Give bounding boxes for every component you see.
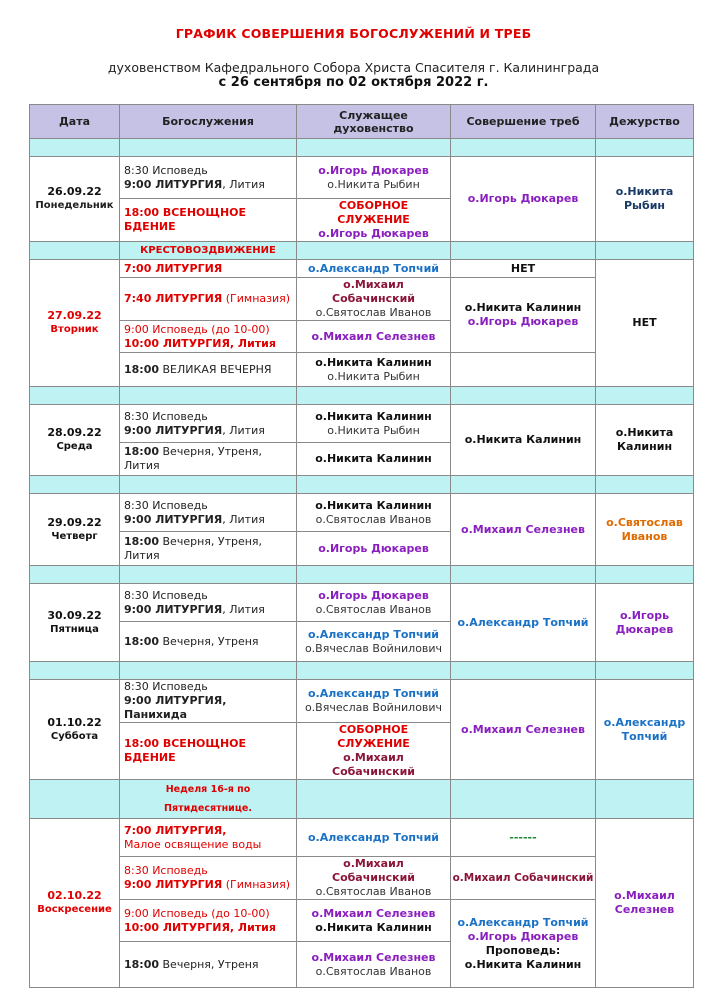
clergy-main: о.Михаил Селезнев (311, 906, 436, 920)
rites-cell (451, 900, 596, 988)
service-cell: 18:00 ВСЕНОЩНОЕ БДЕНИЕ (120, 723, 297, 780)
weekday-value: Четверг (51, 530, 98, 542)
date-value: 26.09.22 (47, 185, 102, 198)
table-row (30, 353, 694, 387)
rites-cell: о.Михаил Селезнев (451, 680, 596, 780)
clergy-note: СОБОРНОЕ СЛУЖЕНИЕ (337, 723, 410, 750)
service-time: 18:00 (124, 957, 160, 971)
duty-cell: о.Игорь Дюкарев (596, 584, 694, 662)
clergy-assist: о.Святослав Иванов (315, 512, 432, 526)
clergy-cell (297, 278, 451, 321)
col-header-services: Богослужения (120, 105, 297, 139)
service-main: 9:00 ЛИТУРГИЯ (124, 512, 223, 526)
weekday-value: Воскресение (37, 904, 112, 915)
service-cell (120, 857, 297, 900)
clergy-cell (297, 857, 451, 900)
clergy-main: о.Александр Топчий (308, 627, 439, 641)
table-row (30, 680, 694, 723)
rites-cell: НЕТ (451, 260, 596, 278)
separator-row (30, 780, 694, 819)
clergy-main: о.Никита Калинин (315, 409, 432, 423)
clergy-main: о.Никита Калинин (315, 498, 432, 512)
rites-cell: ------ (451, 819, 596, 857)
weekday-value: Суббота (50, 730, 99, 742)
date-cell (30, 584, 120, 662)
feast-label: КРЕСТОВОЗДВИЖЕНИЕ (120, 242, 297, 260)
clergy-cell: о.Александр Топчий (297, 260, 451, 278)
duty-cell: о.Никита Рыбин (596, 157, 694, 242)
service-line: 9:00 Исповедь (до 10-00) (124, 906, 270, 920)
clergy-assist: о.Никита Калинин (315, 920, 432, 934)
weekday-value: Среда (56, 441, 93, 452)
service-time: 18:00 (124, 362, 160, 376)
clergy-assist: о.Вячеслав Войнилович (304, 641, 443, 655)
service-main: 10:00 ЛИТУРГИЯ, Лития (124, 920, 276, 934)
clergy-cell (297, 405, 451, 443)
service-cell (120, 353, 297, 387)
service-cell (120, 584, 297, 622)
date-cell (30, 157, 120, 242)
date-cell (30, 494, 120, 566)
rites-cell: о.Александр Топчий (451, 584, 596, 662)
service-cell (120, 321, 297, 353)
rites-cell: о.Михаил Селезнев (451, 494, 596, 566)
clergy-cell (297, 680, 451, 723)
table-row (30, 900, 694, 942)
service-extra: , Лития (222, 177, 265, 191)
service-main: 9:00 ЛИТУРГИЯ, Панихида (124, 694, 227, 721)
service-time: 18:00 (124, 534, 160, 548)
service-cell (120, 405, 297, 443)
rites-line: о.Никита Калинин (464, 957, 582, 971)
weekday-value: Пятница (50, 623, 99, 635)
service-line: 8:30 Исповедь (124, 680, 208, 693)
clergy-main: о.Михаил Селезнев (311, 950, 436, 964)
service-main: Вечерня, Утреня, Лития (124, 445, 263, 472)
separator-row (30, 476, 694, 494)
service-main: 9:00 ЛИТУРГИЯ (124, 602, 223, 616)
service-cell (120, 494, 297, 532)
service-cell (120, 278, 297, 321)
service-extra: (Гимназия) (222, 292, 291, 305)
date-value: 30.09.22 (47, 608, 102, 622)
col-header-date: Дата (30, 105, 120, 139)
table-row (30, 819, 694, 857)
clergy-assist: о.Святослав Иванов (315, 306, 432, 319)
service-main: 9:00 ЛИТУРГИЯ (124, 878, 223, 891)
clergy-main: о.Михаил Собачинский (332, 751, 415, 778)
col-header-rites: Совершение треб (451, 105, 596, 139)
clergy-note: СОБОРНОЕ СЛУЖЕНИЕ (337, 199, 410, 226)
rites-line: о.Никита Калинин (464, 301, 582, 314)
table-row (30, 857, 694, 900)
duty-cell: НЕТ (596, 260, 694, 387)
rites-cell (451, 353, 596, 387)
date-cell (30, 680, 120, 780)
date-value: 01.10.22 (47, 715, 102, 729)
rites-line: о.Александр Топчий (457, 915, 589, 929)
table-row (30, 260, 694, 278)
table-row (30, 494, 694, 532)
service-extra: (Гимназия) (222, 878, 291, 891)
week-label: Неделя 16-я по Пятидесятнице. (120, 780, 297, 819)
service-cell (120, 819, 297, 857)
clergy-cell: о.Игорь Дюкарев (297, 532, 451, 566)
col-header-duty: Дежурство (596, 105, 694, 139)
service-main: 10:00 ЛИТУРГИЯ, Лития (124, 336, 276, 350)
rites-line: о.Игорь Дюкарев (467, 315, 579, 328)
service-main: 9:00 ЛИТУРГИЯ (124, 177, 223, 191)
date-value: 29.09.22 (47, 515, 102, 529)
separator-row (30, 662, 694, 680)
table-row (30, 584, 694, 622)
clergy-cell (297, 199, 451, 242)
service-cell (120, 680, 297, 723)
duty-cell: о.Александр Топчий (596, 680, 694, 780)
service-main: 7:00 ЛИТУРГИЯ, (124, 823, 227, 837)
rites-cell (451, 278, 596, 353)
clergy-cell: о.Михаил Селезнев (297, 321, 451, 353)
service-extra: Малое освящение воды (124, 837, 262, 851)
service-cell (120, 443, 297, 476)
clergy-cell (297, 353, 451, 387)
clergy-cell (297, 723, 451, 780)
schedule-table (29, 104, 694, 988)
separator-row (30, 242, 694, 260)
service-main: 7:40 ЛИТУРГИЯ (124, 292, 223, 305)
clergy-cell (297, 622, 451, 662)
clergy-assist: о.Никита Рыбин (327, 369, 420, 383)
clergy-main: о.Михаил Собачинский (332, 278, 415, 305)
page-title: ГРАФИК СОВЕРШЕНИЯ БОГОСЛУЖЕНИЙ И ТРЕБ (175, 26, 532, 41)
service-cell (120, 942, 297, 988)
service-line: 8:30 Исповедь (124, 864, 208, 877)
page-period: с 26 сентября по 02 октября 2022 г. (218, 75, 489, 90)
clergy-main: о.Игорь Дюкарев (318, 588, 429, 602)
duty-cell: о.Никита Калинин (596, 405, 694, 476)
service-extra: , Лития (222, 423, 265, 437)
service-cell (120, 157, 297, 199)
service-line: 8:30 Исповедь (124, 409, 208, 423)
service-main: Вечерня, Утреня, Лития (124, 534, 263, 562)
service-line: 9:00 Исповедь (до 10-00) (124, 322, 270, 336)
service-time: 18:00 (124, 634, 160, 648)
clergy-cell (297, 900, 451, 942)
service-cell (120, 622, 297, 662)
clergy-assist: о.Святослав Иванов (315, 885, 432, 898)
separator-row (30, 387, 694, 405)
rites-line: о.Игорь Дюкарев (467, 929, 579, 943)
page-subtitle: духовенством Кафедрального Собора Христа Спасителя г. Калининграда (107, 60, 600, 75)
weekday-value: Вторник (50, 324, 99, 335)
rites-cell: о.Никита Калинин (451, 405, 596, 476)
table-row (30, 278, 694, 321)
clergy-main: о.Игорь Дюкарев (318, 163, 429, 177)
date-cell (30, 260, 120, 387)
service-extra: , Лития (222, 512, 265, 526)
service-time: 18:00 (124, 445, 160, 458)
weekday-value: Понедельник (35, 200, 114, 211)
date-cell (30, 405, 120, 476)
date-value: 02.10.22 (47, 889, 102, 902)
clergy-main: о.Михаил Собачинский (332, 857, 415, 884)
clergy-assist: о.Святослав Иванов (315, 964, 432, 978)
table-header-row (30, 105, 694, 139)
col-header-clergy: Служащее духовенство (297, 105, 451, 139)
clergy-main: о.Никита Калинин (315, 355, 432, 369)
separator-row (30, 139, 694, 157)
table-row (30, 405, 694, 443)
service-cell: 7:00 ЛИТУРГИЯ (120, 260, 297, 278)
service-line: 8:30 Исповедь (124, 163, 208, 177)
service-line: 8:30 Исповедь (124, 498, 208, 512)
service-main: Вечерня, Утреня (159, 957, 259, 971)
service-cell: 18:00 ВСЕНОЩНОЕ БДЕНИЕ (120, 199, 297, 242)
clergy-cell: о.Никита Калинин (297, 443, 451, 476)
service-main: ВЕЛИКАЯ ВЕЧЕРНЯ (159, 362, 272, 376)
clergy-cell (297, 494, 451, 532)
clergy-assist: о.Вячеслав Войнилович (304, 701, 443, 714)
table-row (30, 157, 694, 199)
rites-cell: о.Игорь Дюкарев (451, 157, 596, 242)
clergy-main: о.Игорь Дюкарев (318, 227, 429, 240)
clergy-assist: о.Никита Рыбин (327, 423, 420, 437)
service-cell (120, 532, 297, 566)
clergy-cell: о.Александр Топчий (297, 819, 451, 857)
service-line: 8:30 Исповедь (124, 588, 208, 602)
date-value: 28.09.22 (47, 426, 102, 439)
clergy-assist: о.Никита Рыбин (327, 177, 420, 191)
clergy-cell (297, 157, 451, 199)
clergy-cell (297, 584, 451, 622)
rites-cell: о.Михаил Собачинский (451, 857, 596, 900)
clergy-assist: о.Святослав Иванов (315, 602, 432, 616)
service-main: Вечерня, Утреня (159, 634, 259, 648)
date-value: 27.09.22 (47, 309, 102, 322)
service-cell (120, 900, 297, 942)
date-cell (30, 819, 120, 988)
separator-row (30, 566, 694, 584)
service-main: 9:00 ЛИТУРГИЯ (124, 423, 223, 437)
duty-cell: о.Михаил Селезнев (596, 819, 694, 988)
sermon-label: Проповедь: (485, 943, 561, 957)
duty-cell: о.Святослав Иванов (596, 494, 694, 566)
clergy-main: о.Александр Топчий (308, 687, 439, 700)
clergy-cell (297, 942, 451, 988)
service-extra: , Лития (222, 602, 265, 616)
